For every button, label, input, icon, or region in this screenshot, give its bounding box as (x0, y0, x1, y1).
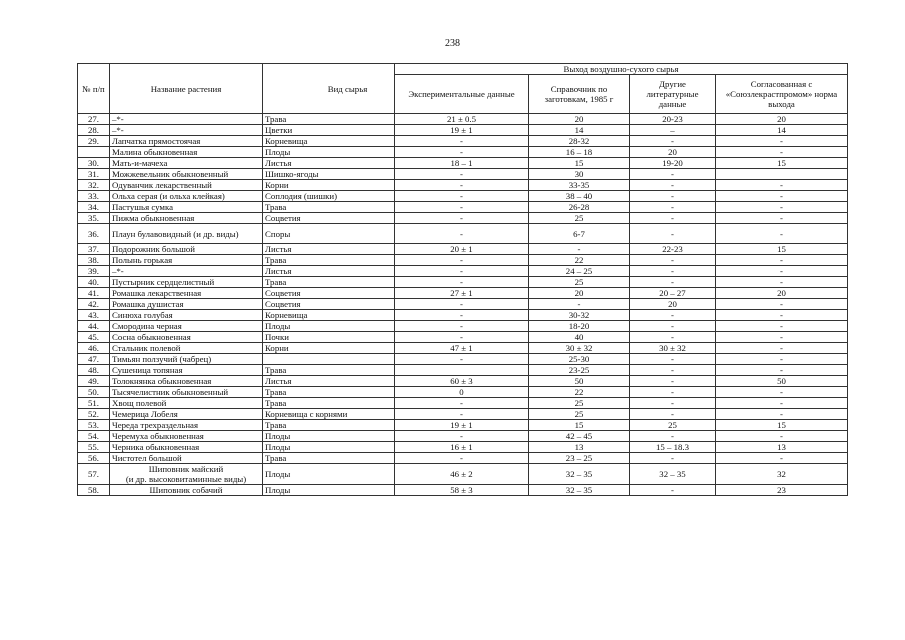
header-norm: Согласованная с «Союзлекрастпромом» норма выхода (716, 75, 848, 114)
row-number: 45. (78, 332, 110, 343)
experimental-value: 19 ± 1 (395, 125, 529, 136)
raw-material-type: Трава (263, 387, 395, 398)
reference-value: 25 (529, 409, 630, 420)
table-row (78, 420, 848, 431)
reference-value: 38 – 40 (529, 191, 630, 202)
experimental-value: 58 ± 3 (395, 485, 529, 496)
row-number: 54. (78, 431, 110, 442)
reference-value: - (529, 244, 630, 255)
literature-value: 20 (630, 299, 716, 310)
literature-value: 20 – 27 (630, 288, 716, 299)
experimental-value: - (395, 354, 529, 365)
experimental-value: 60 ± 3 (395, 376, 529, 387)
raw-material-type: Трава (263, 398, 395, 409)
row-number: 34. (78, 202, 110, 213)
plant-name: Шиповник майский (и др. высоковитаминные виды) (110, 464, 263, 485)
row-number: 48. (78, 365, 110, 376)
plant-name: Лапчатка прямостоячая (110, 136, 263, 147)
experimental-value: - (395, 180, 529, 191)
raw-material-type: Листья (263, 158, 395, 169)
reference-value: - (529, 299, 630, 310)
row-number: 52. (78, 409, 110, 420)
raw-material-type: Плоды (263, 321, 395, 332)
literature-value: - (630, 485, 716, 496)
norm-value: 14 (716, 125, 848, 136)
table-row (78, 147, 848, 158)
table-row (78, 136, 848, 147)
literature-value: 30 ± 32 (630, 343, 716, 354)
raw-material-type: Соплодия (шишки) (263, 191, 395, 202)
experimental-value: - (395, 299, 529, 310)
table-body (78, 114, 848, 496)
experimental-value (395, 365, 529, 376)
norm-value: - (716, 409, 848, 420)
raw-material-type: Шишко-ягоды (263, 169, 395, 180)
row-number: 42. (78, 299, 110, 310)
plant-name: Можжевельник обыкновенный (110, 169, 263, 180)
reference-value: 30 (529, 169, 630, 180)
table-row (78, 158, 848, 169)
experimental-value: - (395, 213, 529, 224)
table-row (78, 453, 848, 464)
plant-name: Шиповник собачий (110, 485, 263, 496)
reference-value: 14 (529, 125, 630, 136)
reference-value: 20 (529, 288, 630, 299)
norm-value: - (716, 180, 848, 191)
experimental-value: 46 ± 2 (395, 464, 529, 485)
experimental-value: - (395, 332, 529, 343)
row-number: 33. (78, 191, 110, 202)
experimental-value: 20 ± 1 (395, 244, 529, 255)
table-row (78, 354, 848, 365)
table-row (78, 310, 848, 321)
norm-value: - (716, 224, 848, 244)
experimental-value: - (395, 321, 529, 332)
row-number: 35. (78, 213, 110, 224)
norm-value: 20 (716, 288, 848, 299)
reference-value: 15 (529, 420, 630, 431)
raw-material-type: Трава (263, 114, 395, 125)
literature-value: - (630, 255, 716, 266)
experimental-value: - (395, 191, 529, 202)
plant-name: Одуванчик лекарственный (110, 180, 263, 191)
table-row (78, 398, 848, 409)
row-number: 58. (78, 485, 110, 496)
row-number: 46. (78, 343, 110, 354)
row-number: 41. (78, 288, 110, 299)
reference-value: 40 (529, 332, 630, 343)
experimental-value: 19 ± 1 (395, 420, 529, 431)
table-row (78, 191, 848, 202)
raw-material-type: Трава (263, 255, 395, 266)
plant-name: Пустырник сердцелистный (110, 277, 263, 288)
reference-value: 18-20 (529, 321, 630, 332)
norm-value: - (716, 191, 848, 202)
norm-value: 13 (716, 442, 848, 453)
header-literature: Другие литературные данные (630, 75, 716, 114)
plant-name: –*- (110, 114, 263, 125)
experimental-value: - (395, 431, 529, 442)
norm-value: 15 (716, 420, 848, 431)
reference-value: 23 – 25 (529, 453, 630, 464)
table-row (78, 213, 848, 224)
plant-name: –*- (110, 266, 263, 277)
raw-material-type: Плоды (263, 442, 395, 453)
norm-value (716, 169, 848, 180)
reference-value: 25-30 (529, 354, 630, 365)
reference-value: 22 (529, 387, 630, 398)
literature-value: - (630, 321, 716, 332)
reference-value: 30-32 (529, 310, 630, 321)
norm-value: - (716, 398, 848, 409)
experimental-value: - (395, 310, 529, 321)
literature-value: 19-20 (630, 158, 716, 169)
experimental-value: - (395, 136, 529, 147)
row-number: 40. (78, 277, 110, 288)
table-row (78, 431, 848, 442)
reference-value: 22 (529, 255, 630, 266)
norm-value: - (716, 321, 848, 332)
raw-material-type: Споры (263, 224, 395, 244)
norm-value: - (716, 365, 848, 376)
header-experimental: Экспериментальные данные (395, 75, 529, 114)
literature-value: - (630, 365, 716, 376)
reference-value: 23-25 (529, 365, 630, 376)
literature-value: - (630, 431, 716, 442)
raw-material-type: Трава (263, 420, 395, 431)
norm-value: - (716, 453, 848, 464)
experimental-value: - (395, 398, 529, 409)
reference-value: 32 – 35 (529, 464, 630, 485)
norm-value: 50 (716, 376, 848, 387)
reference-value: 42 – 45 (529, 431, 630, 442)
row-number: 44. (78, 321, 110, 332)
plant-name: Ольха серая (и ольха клейкая) (110, 191, 263, 202)
reference-value: 25 (529, 398, 630, 409)
literature-value: 20 (630, 147, 716, 158)
table-row (78, 288, 848, 299)
raw-material-type: Соцветия (263, 288, 395, 299)
reference-value: 33-35 (529, 180, 630, 191)
plant-name: Малина обыкновенная (110, 147, 263, 158)
table-row (78, 277, 848, 288)
norm-value: - (716, 255, 848, 266)
row-number: 49. (78, 376, 110, 387)
experimental-value: - (395, 409, 529, 420)
experimental-value: - (395, 277, 529, 288)
table-row (78, 442, 848, 453)
raw-material-type: Корневища с корнями (263, 409, 395, 420)
norm-value: 15 (716, 158, 848, 169)
header-type: Вид сырья (263, 64, 395, 114)
row-number: 36. (78, 224, 110, 244)
raw-material-type (263, 354, 395, 365)
literature-value: 32 – 35 (630, 464, 716, 485)
experimental-value: - (395, 255, 529, 266)
row-number: 32. (78, 180, 110, 191)
reference-value: 6-7 (529, 224, 630, 244)
table-row (78, 224, 848, 244)
raw-material-type: Трава (263, 202, 395, 213)
reference-value: 26-28 (529, 202, 630, 213)
plant-name: Хвощ полевой (110, 398, 263, 409)
reference-value: 15 (529, 158, 630, 169)
table-row (78, 114, 848, 125)
plant-name: Подорожник большой (110, 244, 263, 255)
row-number: 29. (78, 136, 110, 147)
literature-value: - (630, 213, 716, 224)
table-row (78, 365, 848, 376)
row-number: 51. (78, 398, 110, 409)
raw-material-type: Плоды (263, 464, 395, 485)
table-row (78, 321, 848, 332)
raw-material-type: Трава (263, 277, 395, 288)
header-num: № п/п (78, 64, 110, 114)
plant-name: Толокнянка обыкновенная (110, 376, 263, 387)
literature-value: - (630, 169, 716, 180)
raw-material-type: Корни (263, 343, 395, 354)
literature-value: - (630, 354, 716, 365)
raw-material-type: Плоды (263, 431, 395, 442)
literature-value: - (630, 266, 716, 277)
experimental-value: 16 ± 1 (395, 442, 529, 453)
literature-value: 25 (630, 420, 716, 431)
literature-value: - (630, 376, 716, 387)
row-number: 28. (78, 125, 110, 136)
literature-value: - (630, 136, 716, 147)
yield-table (77, 63, 848, 496)
row-number (78, 147, 110, 158)
literature-value: - (630, 332, 716, 343)
reference-value: 25 (529, 277, 630, 288)
norm-value: - (716, 310, 848, 321)
plant-name: Стальник полевой (110, 343, 263, 354)
row-number: 55. (78, 442, 110, 453)
table-row (78, 299, 848, 310)
table-row (78, 180, 848, 191)
plant-name: Плаун булавовидный (и др. виды) (110, 224, 263, 244)
experimental-value: - (395, 224, 529, 244)
literature-value: 15 – 18.3 (630, 442, 716, 453)
plant-name: Полынь горькая (110, 255, 263, 266)
plant-name: Чемерица Лобеля (110, 409, 263, 420)
norm-value: - (716, 343, 848, 354)
reference-value: 28-32 (529, 136, 630, 147)
table-row (78, 255, 848, 266)
table-row (78, 376, 848, 387)
norm-value: - (716, 202, 848, 213)
plant-name: Синюха голубая (110, 310, 263, 321)
plant-name: Тысячелистник обыкновенный (110, 387, 263, 398)
literature-value: - (630, 310, 716, 321)
literature-value: - (630, 277, 716, 288)
raw-material-type: Плоды (263, 485, 395, 496)
raw-material-type: Корневища (263, 136, 395, 147)
literature-value: - (630, 398, 716, 409)
reference-value: 32 – 35 (529, 485, 630, 496)
literature-value: - (630, 453, 716, 464)
table-row (78, 485, 848, 496)
header-reference: Справочник по заготовкам, 1985 г (529, 75, 630, 114)
reference-value: 24 – 25 (529, 266, 630, 277)
table-row (78, 464, 848, 485)
norm-value: 23 (716, 485, 848, 496)
raw-material-type: Плоды (263, 147, 395, 158)
table-row (78, 125, 848, 136)
norm-value: - (716, 332, 848, 343)
norm-value: - (716, 147, 848, 158)
norm-value: - (716, 213, 848, 224)
plant-name: Череда трехраздельная (110, 420, 263, 431)
norm-value: - (716, 136, 848, 147)
row-number: 57. (78, 464, 110, 485)
experimental-value: 0 (395, 387, 529, 398)
row-number: 37. (78, 244, 110, 255)
reference-value: 25 (529, 213, 630, 224)
raw-material-type: Почки (263, 332, 395, 343)
plant-name: Мать-и-мачеха (110, 158, 263, 169)
literature-value: - (630, 224, 716, 244)
plant-name: Пастушья сумка (110, 202, 263, 213)
plant-name: Ромашка душистая (110, 299, 263, 310)
experimental-value: - (395, 453, 529, 464)
experimental-value: - (395, 266, 529, 277)
row-number: 43. (78, 310, 110, 321)
raw-material-type: Соцветия (263, 299, 395, 310)
raw-material-type: Листья (263, 244, 395, 255)
row-number: 38. (78, 255, 110, 266)
literature-value: – (630, 125, 716, 136)
literature-value: - (630, 387, 716, 398)
norm-value: - (716, 277, 848, 288)
raw-material-type: Трава (263, 365, 395, 376)
row-number: 53. (78, 420, 110, 431)
reference-value: 16 – 18 (529, 147, 630, 158)
reference-value: 30 ± 32 (529, 343, 630, 354)
plant-name: –*- (110, 125, 263, 136)
norm-value: 15 (716, 244, 848, 255)
raw-material-type: Корни (263, 180, 395, 191)
table-row (78, 387, 848, 398)
experimental-value: 27 ± 1 (395, 288, 529, 299)
experimental-value: 21 ± 0.5 (395, 114, 529, 125)
raw-material-type: Листья (263, 266, 395, 277)
row-number: 56. (78, 453, 110, 464)
literature-value: - (630, 180, 716, 191)
norm-value: - (716, 299, 848, 310)
raw-material-type: Соцветия (263, 213, 395, 224)
header-name: Название растения (110, 64, 263, 114)
row-number: 39. (78, 266, 110, 277)
plant-name: Пижма обыкновенная (110, 213, 263, 224)
table-row (78, 244, 848, 255)
row-number: 27. (78, 114, 110, 125)
raw-material-type: Листья (263, 376, 395, 387)
header-group: Выход воздушно-сухого сырья (395, 64, 848, 75)
row-number: 50. (78, 387, 110, 398)
reference-value: 50 (529, 376, 630, 387)
raw-material-type: Цветки (263, 125, 395, 136)
literature-value: - (630, 191, 716, 202)
row-number: 31. (78, 169, 110, 180)
row-number: 47. (78, 354, 110, 365)
plant-name: Черника обыкновенная (110, 442, 263, 453)
literature-value: - (630, 202, 716, 213)
literature-value: 22-23 (630, 244, 716, 255)
table-row (78, 202, 848, 213)
experimental-value: 47 ± 1 (395, 343, 529, 354)
plant-name: Черемуха обыкновенная (110, 431, 263, 442)
plant-name: Сосна обыкновенная (110, 332, 263, 343)
literature-value: 20-23 (630, 114, 716, 125)
plant-name: Чистотел большой (110, 453, 263, 464)
table-row (78, 343, 848, 354)
literature-value: - (630, 409, 716, 420)
experimental-value: - (395, 147, 529, 158)
table-row (78, 169, 848, 180)
raw-material-type: Трава (263, 453, 395, 464)
norm-value: - (716, 266, 848, 277)
page-number: 238 (445, 38, 460, 49)
norm-value: 20 (716, 114, 848, 125)
experimental-value: 18 – 1 (395, 158, 529, 169)
norm-value: - (716, 431, 848, 442)
plant-name: Ромашка лекарственная (110, 288, 263, 299)
experimental-value: - (395, 169, 529, 180)
table-row (78, 409, 848, 420)
norm-value: - (716, 387, 848, 398)
raw-material-type: Корневища (263, 310, 395, 321)
plant-name: Сушеница топяная (110, 365, 263, 376)
reference-value: 13 (529, 442, 630, 453)
norm-value: 32 (716, 464, 848, 485)
experimental-value: - (395, 202, 529, 213)
reference-value: 20 (529, 114, 630, 125)
plant-name: Смородина черная (110, 321, 263, 332)
norm-value: - (716, 354, 848, 365)
plant-name: Тимьян ползучий (чабрец) (110, 354, 263, 365)
table-row (78, 266, 848, 277)
row-number: 30. (78, 158, 110, 169)
table-row (78, 332, 848, 343)
